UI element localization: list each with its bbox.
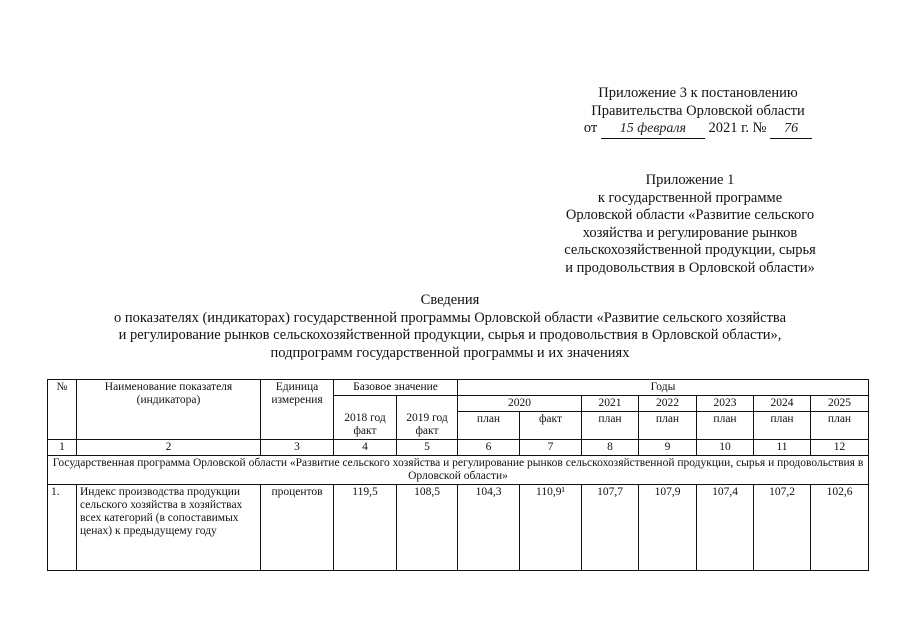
header-year-2023: 2023 bbox=[697, 396, 754, 412]
row-value-2023: 107,4 bbox=[697, 485, 754, 571]
attachment-3-line1: Приложение 3 к постановлению bbox=[598, 85, 798, 101]
handwritten-date: 15 февраля bbox=[601, 120, 705, 139]
header-name: Наименование показателя (индикатора) bbox=[77, 380, 261, 440]
column-number: 4 bbox=[334, 440, 397, 456]
column-number: 8 bbox=[582, 440, 639, 456]
header-num: № bbox=[48, 380, 77, 440]
indicators-table bbox=[47, 379, 869, 571]
header-year-2021: 2021 bbox=[582, 396, 639, 412]
header-fact: факт bbox=[520, 412, 582, 440]
column-number: 7 bbox=[520, 440, 582, 456]
attachment-1-line: Орловской области «Развитие сельского bbox=[565, 207, 815, 224]
title-line: о показателях (индикаторах) государственной программы Орловской области «Развитие сельского хозяйства bbox=[113, 309, 787, 326]
row-value-2019: 108,5 bbox=[397, 485, 458, 571]
title-line: подпрограмм государственной программы и их значениях bbox=[270, 344, 630, 361]
column-number: 6 bbox=[458, 440, 520, 456]
header-base-2019: 2019 год факт bbox=[397, 396, 458, 440]
table-header-row bbox=[48, 380, 869, 396]
column-number: 5 bbox=[397, 440, 458, 456]
date-prefix: от bbox=[583, 120, 598, 137]
header-plan: план bbox=[697, 412, 754, 440]
header-base: Базовое значение bbox=[334, 380, 458, 396]
attachment-3-header bbox=[548, 85, 848, 139]
attachment-1-line: хозяйства и регулирование рынков bbox=[582, 224, 798, 241]
column-number: 3 bbox=[261, 440, 334, 456]
column-number: 11 bbox=[754, 440, 811, 456]
column-number: 9 bbox=[639, 440, 697, 456]
column-number-row bbox=[48, 440, 869, 456]
header-plan: план bbox=[458, 412, 520, 440]
attachment-1-header bbox=[540, 172, 840, 278]
attachment-1-line: сельскохозяйственной продукции, сырья bbox=[564, 242, 816, 259]
row-value-2020-plan: 104,3 bbox=[458, 485, 520, 571]
row-value-2018: 119,5 bbox=[334, 485, 397, 571]
header-base-2018: 2018 год факт bbox=[334, 396, 397, 440]
row-value-2024: 107,2 bbox=[754, 485, 811, 571]
handwritten-number: 76 bbox=[770, 120, 812, 139]
attachment-3-date-line bbox=[548, 120, 848, 139]
table-row bbox=[48, 485, 869, 571]
header-plan: план bbox=[639, 412, 697, 440]
attachment-1-line: Приложение 1 bbox=[645, 172, 735, 188]
section-title: Государственная программа Орловской области «Развитие сельского хозяйства и регулирование рынков сельскохозяйственной продукции, сырья и продовольствия в Орловской области» bbox=[48, 456, 869, 485]
row-indicator-name: Индекс производства продукции сельского хозяйства в хозяйствах всех категорий (в сопоставимых ценах) к предыдущему году bbox=[77, 485, 261, 571]
column-number: 12 bbox=[811, 440, 869, 456]
row-value-2025: 102,6 bbox=[811, 485, 869, 571]
date-suffix: 2021 г. № bbox=[708, 120, 767, 137]
attachment-1-line: и продовольствия в Орловской области» bbox=[565, 259, 815, 276]
section-row bbox=[48, 456, 869, 485]
row-value-2020-fact: 110,9¹ bbox=[520, 485, 582, 571]
header-year-2022: 2022 bbox=[639, 396, 697, 412]
document-title bbox=[40, 292, 860, 362]
row-unit: процентов bbox=[261, 485, 334, 571]
header-plan: план bbox=[754, 412, 811, 440]
row-value-2022: 107,9 bbox=[639, 485, 697, 571]
column-number: 1 bbox=[48, 440, 77, 456]
header-plan: план bbox=[811, 412, 869, 440]
column-number: 2 bbox=[77, 440, 261, 456]
header-years: Годы bbox=[458, 380, 869, 396]
header-plan: план bbox=[582, 412, 639, 440]
header-unit: Единица измерения bbox=[261, 380, 334, 440]
header-year-2025: 2025 bbox=[811, 396, 869, 412]
attachment-3-line2: Правительства Орловской области bbox=[591, 102, 805, 119]
header-year-2024: 2024 bbox=[754, 396, 811, 412]
attachment-1-line: к государственной программе bbox=[597, 189, 783, 206]
row-value-2021: 107,7 bbox=[582, 485, 639, 571]
title-line: и регулирование рынков сельскохозяйственной продукции, сырья и продовольствия в Орловской области», bbox=[118, 327, 782, 343]
title-line: Сведения bbox=[420, 292, 480, 308]
column-number: 10 bbox=[697, 440, 754, 456]
header-year-2020: 2020 bbox=[458, 396, 582, 412]
row-num: 1. bbox=[48, 485, 77, 571]
